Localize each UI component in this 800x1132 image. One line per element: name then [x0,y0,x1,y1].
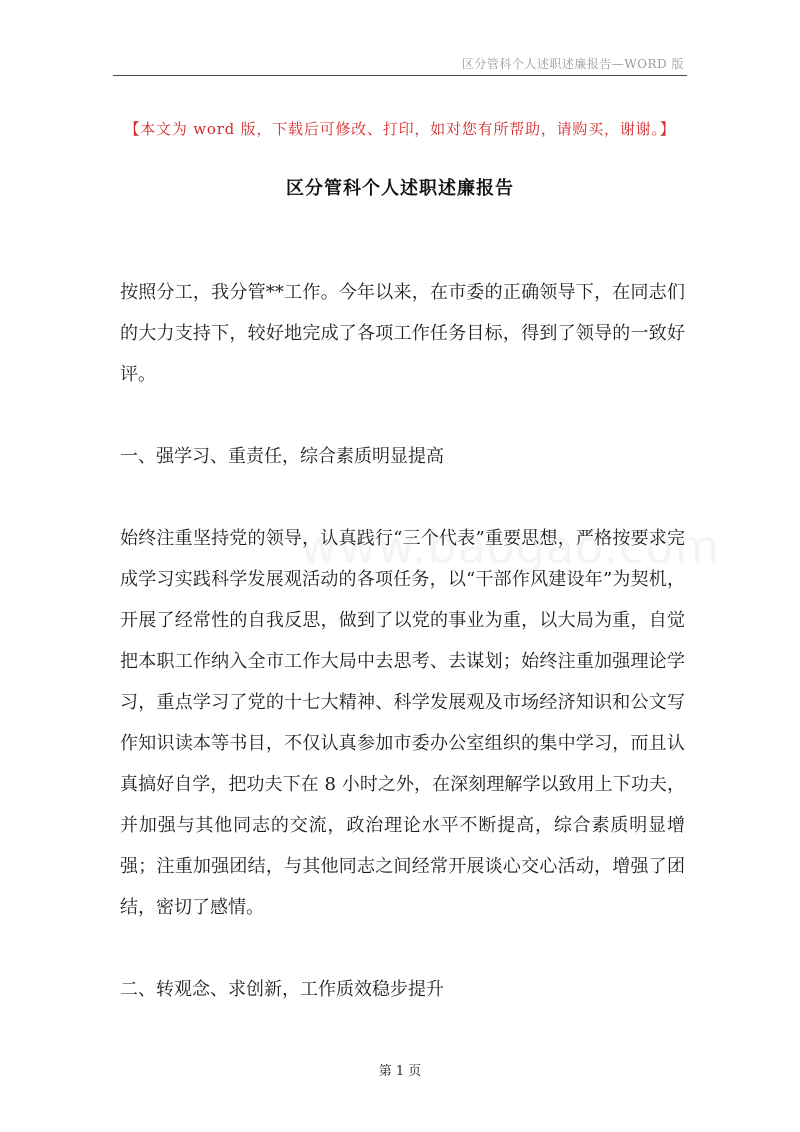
document-title: 区分管科个人述职述廉报告 [286,178,514,199]
document-body [120,272,685,1010]
section-heading-1: 一、强学习、重责任，综合素质明显提高 [120,446,444,467]
page-number: 第 1 页 [378,1064,422,1079]
section-body-1: 始终注重坚持党的领导，认真践行“三个代表”重要思想，严格按要求完成学习实践科学发展观活动的各项任务，以“干部作风建设年”为契机，开展了经常性的自我反思，做到了以党的事业为重，以大局为重，自觉把本职工作纳入全市工作大局中去思考、去谋划；始终注重加强理论学习，重点学习了党的十七大精神、科学发展观及市场经济知识和公文写作知识读本等书目，不仅认真参加市委办公室组织的集中学习，而且认真搞好自学，把功夫下在 8 小时之外，在深刻理解学以致用上下功夫，并加强与其他同志的交流，政治理论水平不断提高，综合素质明显增强；注重加强团结，与其他同志之间经常开展谈心交心活动，增强了团结，密切了感情。 [120,528,685,918]
section-heading-2: 二、转观念、求创新，工作质效稳步提升 [120,979,444,1000]
intro-paragraph: 按照分工，我分管**工作。今年以来，在市委的正确领导下，在同志们的大力支持下，较好地完成了各项工作任务目标，得到了领导的一致好评。 [120,282,685,385]
download-notice: 【本文为 word 版，下载后可修改、打印，如对您有所帮助，请购买，谢谢。】 [124,120,676,138]
header-divider [113,75,687,76]
running-header: 区分管科个人述职述廉报告—WORD 版 [461,57,684,71]
